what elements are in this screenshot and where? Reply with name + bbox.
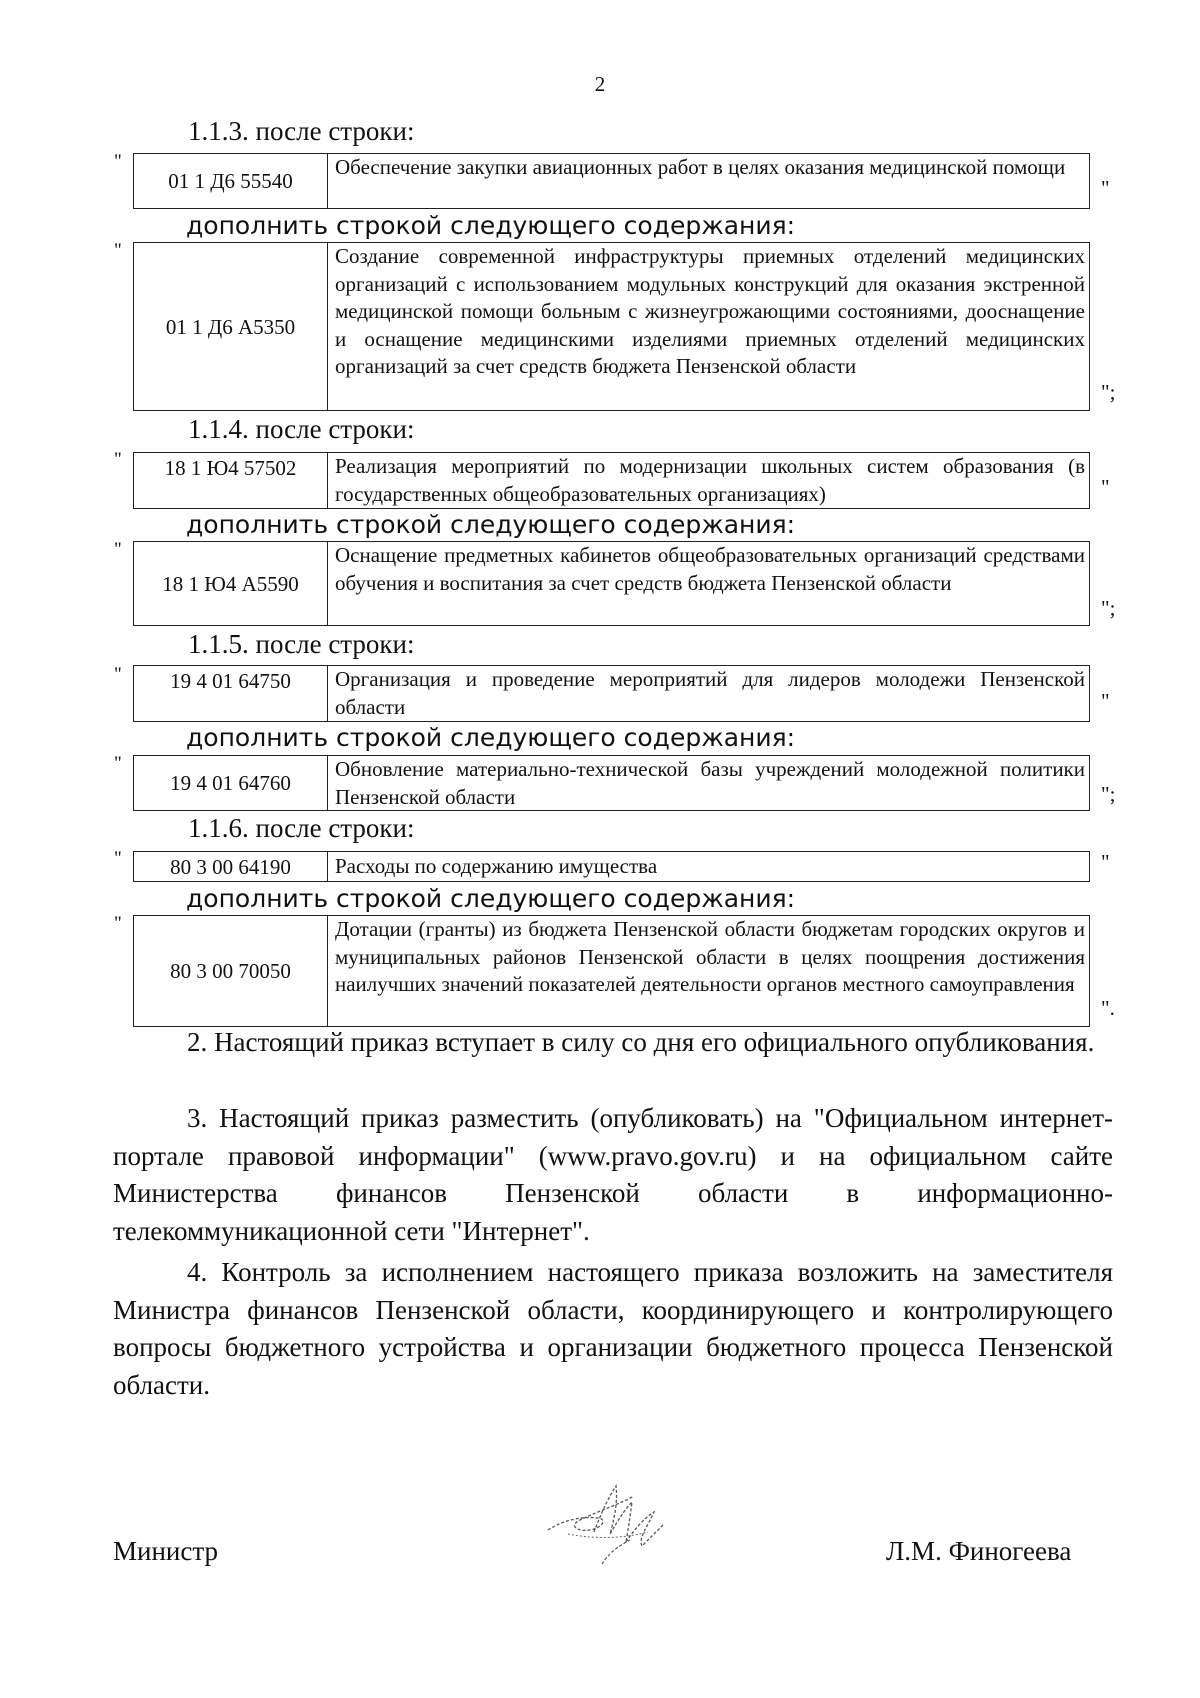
add-row-heading: дополнить строкой следующего содержания: (186, 211, 796, 240)
row-description: Обновление материально-технической базы учреждений молодежной политики Пензенской области (335, 757, 1085, 809)
row-description: Дотации (гранты) из бюджета Пензенской области бюджетам городских округов и муниципальных районов Пензенской области в целях поощрения достижения наилучших значений показателей деятельности органов местного самоуправления (335, 917, 1085, 996)
open-quote: " (114, 449, 122, 470)
row-code: 01 1 Д6 А5350 (134, 243, 328, 410)
section-heading-1-1-5: 1.1.5. после строки: (188, 629, 415, 659)
table-row-existing (133, 665, 1090, 722)
section-heading-1-1-6: 1.1.6. после строки: (188, 813, 415, 843)
table-row-existing (133, 153, 1090, 209)
row-description: Организация и проведение мероприятий для лидеров молодежи Пензенской области (335, 667, 1085, 719)
row-description: Расходы по содержанию имущества (335, 854, 658, 878)
add-row-heading: дополнить строкой следующего содержания: (186, 510, 796, 539)
add-row-heading: дополнить строкой следующего содержания: (186, 884, 796, 913)
row-description: Оснащение предметных кабинетов общеобразовательных организаций средствами обучения и воспитания за счет средств бюджета Пензенской области (335, 543, 1085, 595)
close-quote: " (1101, 176, 1110, 200)
row-code: 19 4 01 64750 (134, 666, 328, 721)
row-description: Реализация мероприятий по модернизации школьных систем образования (в государственных общеобразовательных организациях) (335, 454, 1085, 506)
close-quote: " (1101, 850, 1110, 874)
row-description: Создание современной инфраструктуры приемных отделений медицинских организаций с использованием модульных конструкций для оказания экстренной медицинской помощи больным с жизнеугрожающими состояниями, дооснащение и оснащение медицинскими изделиями приемных отделений медицинских организаций за счет средств бюджета Пензенской области (335, 244, 1085, 378)
row-code: 18 1 Ю4 57502 (134, 453, 328, 508)
close-quote: " (1101, 475, 1110, 499)
close-quote: "; (1101, 596, 1116, 620)
close-quote: " (1101, 689, 1110, 713)
table-row-added (133, 755, 1090, 811)
row-description: Обеспечение закупки авиационных работ в целях оказания медицинской помощи (335, 155, 1066, 179)
add-row-heading: дополнить строкой следующего содержания: (186, 723, 796, 752)
row-code: 80 3 00 64190 (134, 852, 328, 881)
open-quote: " (114, 539, 122, 560)
open-quote: " (114, 240, 122, 261)
close-quote: "; (1101, 782, 1116, 806)
close-quote: ". (1101, 996, 1115, 1020)
open-quote: " (114, 151, 122, 172)
page-number: 2 (594, 72, 606, 96)
open-quote: " (114, 848, 122, 869)
paragraph-2-effective-date: 2. Настоящий приказ вступает в силу со дня его официального опубликования. (187, 1027, 1095, 1057)
handwritten-signature (538, 1468, 678, 1568)
paragraph-4-control: 4. Контроль за исполнением настоящего приказа возложить на заместителя Министра финансов Пензенской области, координирующего и контролирующего вопросы бюджетного устройства и организации бюджетного процесса Пензенской области. (113, 1257, 1113, 1400)
table-row-existing (133, 851, 1090, 882)
open-quote: " (114, 664, 122, 685)
row-code: 01 1 Д6 55540 (134, 154, 328, 208)
table-row-existing (133, 452, 1090, 509)
row-code: 19 4 01 64760 (134, 756, 328, 810)
section-heading-1-1-4: 1.1.4. после строки: (188, 414, 415, 444)
section-heading-1-1-3: 1.1.3. после строки: (188, 116, 415, 146)
signer-title: Министр (113, 1536, 218, 1566)
open-quote: " (114, 753, 122, 774)
paragraph-3-publication: 3. Настоящий приказ разместить (опубликовать) на "Официальном интернет-портале правовой информации" (www.pravo.gov.ru) и на официальном сайте Министерства финансов Пензенской области в информационно-телекоммуникационной сети "Интернет". (113, 1103, 1113, 1246)
table-row-added (133, 541, 1090, 626)
open-quote: " (114, 913, 122, 934)
row-code: 18 1 Ю4 А5590 (134, 542, 328, 625)
row-code: 80 3 00 70050 (134, 916, 328, 1026)
table-row-added (133, 915, 1090, 1027)
table-row-added (133, 242, 1090, 411)
signer-name: Л.М. Финогеева (886, 1536, 1072, 1566)
close-quote: "; (1101, 380, 1116, 404)
